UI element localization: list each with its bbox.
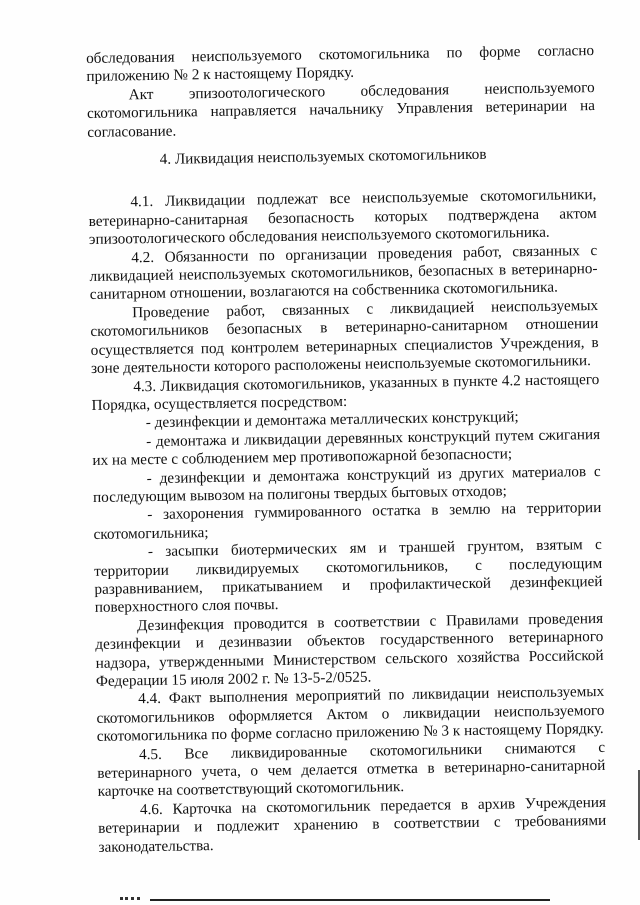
list-item-wood: - демонтажа и ликвидации деревянных конструкций путем сжигания их на месте с соблюдением мер противопожарной безопасности; xyxy=(92,425,601,470)
list-item-burial: - захоронения гуммированного остатка в землю на территории скотомогильника; xyxy=(93,499,602,543)
section-4-title: 4. Ликвидация неиспользуемых скотомогильников xyxy=(159,145,487,168)
paragraph-4-6: 4.6. Карточка на скотомогильник передается в архив Учреждения ветеринарии и подлежит хранению в соответствии с требованиями законодательства. xyxy=(98,793,607,856)
paragraph-act-approval: Акт эпизоотологического обследования неиспользуемого скотомогильника направляется начальнику Управления ветеринарии на согласование. xyxy=(86,78,596,141)
scan-bottom-rule xyxy=(150,899,550,901)
paragraph-disinfection: Дезинфекция проводится в соответствии с Правилами проведения дезинфекции и дезинвазии объектов государственного ветеринарного надзора, утвержденными Министерством сельского хозяйства Российской Федерации 15 июля 2002 г. № 13-5-2/0525. xyxy=(95,609,604,690)
paragraph-4-2: 4.2. Обязанности по организации проведения работ, связанных с ликвидацией неиспользуемых скотомогильников, безопасных в ветеринарно-санитарном отношении, возлагаются на собственника скотомогильника. xyxy=(89,241,598,304)
paragraph-4-2-control: Проведение работ, связанных с ликвидацией неиспользуемых скотомогильников безопасных в ветеринарно-санитарном отношении осуществляется под контролем ветеринарных специалистов Учреждения, в зоне деятельности которого расположены неиспользуемые скотомогильники. xyxy=(90,296,599,378)
document-body xyxy=(86,42,607,857)
list-item-metal: - дезинфекции и демонтажа металлических конструкций; xyxy=(145,408,519,432)
paragraph-4-3: 4.3. Ликвидация скотомогильников, указанных в пункте 4.2 настоящего Порядка, осуществляется посредством: xyxy=(91,370,600,414)
list-item-backfill: - засыпки биотермических ям и траншей грунтом, взятым с территории ликвидируемых скотомогильников, с последующим разравниванием, прикатыванием и профилактической дезинфекцией поверхностного слоя почвы. xyxy=(94,536,603,617)
scan-bottom-dots xyxy=(120,897,140,903)
paragraph-4-4: 4.4. Факт выполнения мероприятий по ликвидации неиспользуемых скотомогильников оформляется Актом о ликвидации неиспользуемого скотомогильника по форме согласно приложению № 3 к настоящему Порядку. xyxy=(96,683,605,746)
paragraph-4-5: 4.5. Все ликвидированные скотомогильники снимаются с ветеринарного учета, о чем делается отметка в ветеринарно-санитарной карточке на соответствующий скотомогильник. xyxy=(97,738,606,801)
list-item-other-materials: - дезинфекции и демонтажа конструкций из других материалов с последующим вывозом на полигоны твердых бытовых отходов; xyxy=(92,462,601,506)
paragraph-4-1: 4.1. Ликвидации подлежат все неиспользуемые скотомогильники, ветеринарно-санитарная безопасность которых подтверждена актом эпизоотологического обследования неиспользуемого скотомогильника. xyxy=(88,186,597,249)
paragraph-intro-continuation: обследования неиспользуемого скотомогильника по форме согласно приложению № 2 к настоящему Порядку. xyxy=(86,42,595,86)
